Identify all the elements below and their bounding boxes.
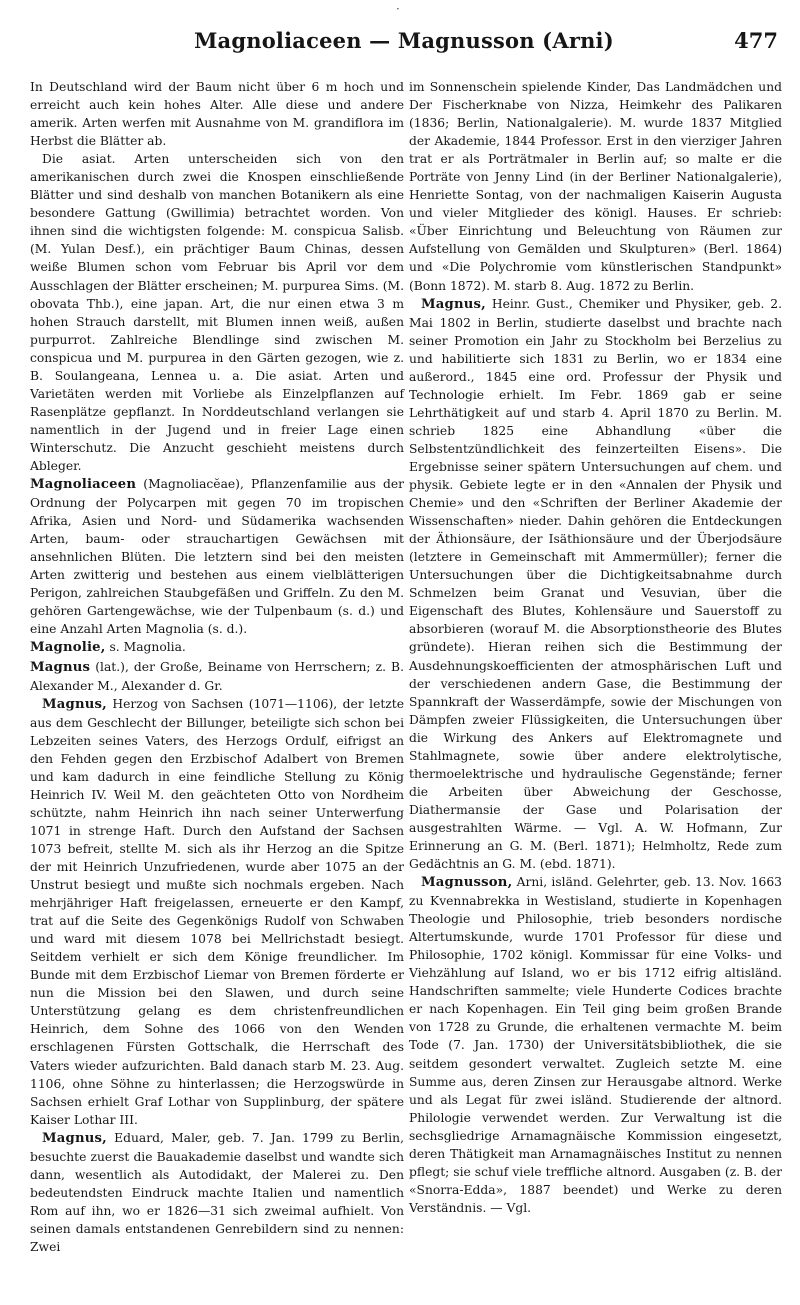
left-column [30,78,404,1256]
entry-magnus-heinrich: Magnus, Heinr. Gust., Chemiker und Physiker, geb. 2. Mai 1802 in Berlin, studierte daselbst und brachte nach seiner Promotion ein Jahr zu Stockholm bei Berzelius zu und habilitierte sich 1831 zu Berlin, wo er 1834 eine außerord., 1845 eine ord. Professur der Physik und Technologie erhielt. Im Febr. 1869 gab er seine Lehrthätigkeit auf und starb 4. April 1870 zu Berlin. M. schrieb 1825 eine Abhandlung «über die Selbstentzündlichkeit des feinzerteilten Eisens». Die Ergebnisse seiner spätern Untersuchungen auf chem. und physik. Gebiete legte er in den «Annalen der Physik und Chemie» und den «Schriften der Berliner Akademie der Wissenschaften» nieder. Dahin gehören die Entdeckungen der Äthionsäure, der Isäthionsäure und der Überjodsäure (letztere in Gemeinschaft mit Ammermüller); ferner die Untersuchungen über die Dichtigkeitsabnahme durch Schmelzen beim Granat und Vesuvian, über die Eigenschaft des Blutes, Kohlensäure und Sauerstoff zu absorbieren (worauf M. die Absorptionstheorie des Blutes gründete). Hieran reihen sich die Bestimmung der Ausdehnungskoefficienten der atmosphärischen Luft und der verschiedenen andern Gase, die Bestimmung der Spannkraft der Wasserdämpfe, sowie der Mischungen von Dämpfen zweier Flüssigkeiten, die Untersuchungen über die Wirkung des Ankers auf Elektromagnete und Stahlmagnete, sowie über andere elektrolytische, thermoelektrische und hydraulische Gegenstände; ferner die Arbeiten über Abweichung der Geschosse, Diathermansie der Gase und Polarisation der ausgestrahlten Wärme. — Vgl. A. W. Hofmann, Zur Erinnerung an G. M. (Berl. 1871); Helmholtz, Rede zum Gedächtnis an G. M. (ebd. 1871). [409,296,782,872]
headword: Magnus, [42,1130,107,1146]
running-title: Magnoliaceen — Magnusson (Arni) [194,28,614,53]
paragraph: Die asiat. Arten unterscheiden sich von den amerikanischen durch zwei die Knospen einschließende Blätter und sind deshalb von manchen Botanikern als eine besondere Gattung (Gwillimia) betrachtet worden. Von ihnen sind die wichtigsten folgende: M. conspicua Salisb. (M. Yulan Desf.), ein prächtiger Baum Chinas, dessen weiße Blumen schon vom Februar bis April vor dem Ausschlagen der Blätter erscheinen; M. purpurea Sims. (M. obovata Thb.), eine japan. Art, die nur einen etwa 3 m hohen Strauch darstellt, mit Blumen innen weiß, außen purpurrot. Zahlreiche Blendlinge sind zwischen M. conspicua und M. purpurea in den Gärten gezogen, wie z. B. Soulangeana, Lennea u. a. Die asiat. Arten und Varietäten werden mit Vorliebe als Einzelpflanzen auf Rasenplätze gepflanzt. In Norddeutschland verlangen sie namentlich in der Jugend und in freier Lage einen Winterschutz. Die Anzucht geschieht meistens durch Ableger. [30,152,404,473]
page-header [30,28,778,68]
headword: Magnusson, [421,875,513,891]
headword: Magnoliaceen [30,477,137,493]
paragraph: In Deutschland wird der Baum nicht über 6 m hoch und erreicht auch kein hohes Alter. Alle diese und andere amerik. Arten werfen mit Ausnahme von M. grandiflora im Herbst die Blätter ab. [30,80,404,149]
entry-magnus-eduard: Magnus, Eduard, Maler, geb. 7. Jan. 1799 zu Berlin, besuchte zuerst die Bauakademie daselbst und wandte sich dann, wesentlich als Autodidakt, der Malerei zu. Den bedeutendsten Eindruck machte Italien und namentlich Rom auf ihn, wo er 1826—31 sich zweimal aufhielt. Von seinen damals entstandenen Genrebildern sind zu nennen: Zwei [30,1130,404,1254]
right-column [409,78,782,1217]
headword: Magnus, [42,696,107,712]
entry-magnoliaceen: Magnoliaceen (Magnoliacĕae), Pflanzenfamilie aus der Ordnung der Polycarpen mit gegen 70 im tropischen Afrika, Asien und Nord- und Südamerika wachsenden Arten, baum- oder strauchartigen Gewächsen mit ansehnlichen Blüten. Die letztern sind bei den meisten Arten zwitterig und bestehen aus einem vielblätterigen Perigon, zahlreichen Staubgefäßen und Griffeln. Zu den M. gehören Gartengewächse, wie der Tulpenbaum (s. d.) und eine Anzahl Arten Magnolia (s. d.). [30,477,404,637]
entry-magnusson-arni: Magnusson, Arni, isländ. Gelehrter, geb. 13. Nov. 1663 zu Kvennabrekka in Westisland, studierte in Kopenhagen Theologie und Philosophie, trieb besonders nordische Altertumskunde, wurde 1701 Professor für diese und Philosophie, 1702 königl. Kommissar für eine Volks- und Viehzählung auf Island, wo er bis 1712 eifrig altisländ. Handschriften sammelte; viele Hunderte Codices brachte er nach Kopenhagen. Ein Teil ging beim großen Brande von 1728 zu Grunde, die erhaltenen vermachte M. beim Tode (7. Jan. 1730) der Universitätsbibliothek, die sie seitdem gesondert verwaltet. Zugleich setzte M. eine Summe aus, deren Zinsen zur Herausgabe altnord. Werke und als Legat für zwei isländ. Studierende der altnord. Philologie verwendet werden. Zur Verwaltung ist die sechsgliedrige Arnamagnäische Kommission eingesetzt, deren Thätigkeit man Arnamagnäisches Institut zu nennen pflegt; sie schuf viele treffliche altnord. Ausgaben (z. B. der «Snorra-Edda», 1887 beendet) und Werke zu deren Verständnis. — Vgl. [409,875,782,1215]
headword: Magnus, [421,296,486,312]
page-number: 477 [734,28,778,53]
entry-magnus-herzog: Magnus, Herzog von Sachsen (1071—1106), der letzte aus dem Geschlecht der Billunger, beteiligte sich schon bei Lebzeiten seines Vaters, des Herzogs Ordulf, eifrigst an den Fehden gegen den Erzbischof Adalbert von Bremen und kam dadurch in eine feindliche Stellung zu König Heinrich IV. Weil M. den geächteten Otto von Nordheim schützte, nahm Heinrich ihn nach seiner Unterwerfung 1071 in strenge Haft. Durch den Aufstand der Sachsen 1073 befreit, stellte M. sich als ihr Herzog an die Spitze der mit Heinrich Unzufriedenen, wurde aber 1075 an der Unstrut besiegt und mußte sich nochmals ergeben. Nach mehrjähriger Haft freigelassen, erneuerte er den Kampf, trat auf die Seite des Gegenkönigs Rudolf von Schwaben und ward mit diesem 1078 bei Mellrichstadt besiegt. Seitdem verhielt er sich dem Könige freundlicher. Im Bunde mit dem Erzbischof Liemar von Bremen förderte er nun die Mission bei den Slawen, und durch seine Unterstützung gelang es dem christenfreundlichen Heinrich, dem Sohne des 1066 von den Wenden erschlagenen Fürsten Gottschalk, die Herrschaft des Vaters wieder aufzurichten. Bald danach starb M. 23. Aug. 1106, ohne Söhne zu hinterlassen; die Herzogswürde in Sachsen erhielt Graf Lothar von Supplinburg, der spätere Kaiser Lothar III. [30,696,404,1127]
entry-magnus-lat: Magnus (lat.), der Große, Beiname von Herrschern; z. B. Alexander M., Alexander d. Gr. [30,659,404,693]
entry-magnolie: Magnolie, s. Magnolia. [30,640,186,656]
top-mark: · [396,2,400,16]
headword: Magnus [30,659,91,675]
headword: Magnolie, [30,640,106,656]
paragraph: im Sonnenschein spielende Kinder, Das Landmädchen und Der Fischerknabe von Nizza, Heimkehr des Palikaren (1836; Berlin, Nationalgalerie). M. wurde 1837 Mitglied der Akademie, 1844 Professor. Erst in den vierziger Jahren trat er als Porträtmaler in Berlin auf; so malte er die Porträte von Jenny Lind (in der Berliner Nationalgalerie), Henriette Sontag, von der nachmaligen Kaiserin Augusta und vieler Mitglieder des königl. Hauses. Er schrieb: «Über Einrichtung und Beleuchtung von Räumen zur Aufstellung von Gemälden und Skulpturen» (Berl. 1864) und «Die Polychromie vom künstlerischen Standpunkt» (Bonn 1872). M. starb 8. Aug. 1872 zu Berlin. [409,80,782,293]
